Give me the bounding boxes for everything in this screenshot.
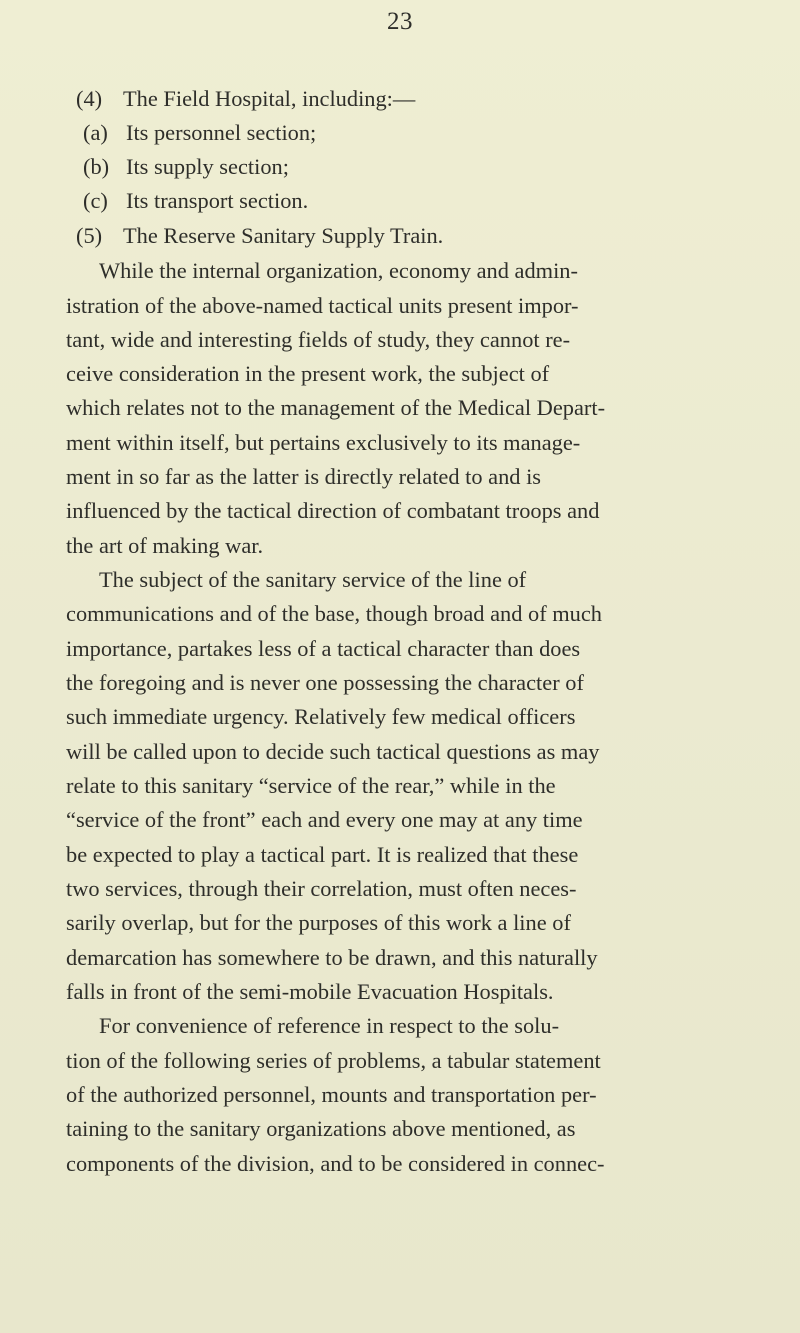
- list-item-number: (c): [83, 188, 108, 213]
- paragraph-line: The subject of the sanitary service of the line of: [99, 567, 527, 592]
- paragraph-line: the foregoing and is never one possessing the character of: [66, 670, 584, 695]
- paragraph-line: tant, wide and interesting fields of study, they cannot re-: [66, 327, 571, 352]
- list-item-number: (b): [83, 154, 110, 179]
- list-item-text: The Field Hospital, including:—: [123, 86, 416, 111]
- list-item: [76, 225, 443, 247]
- paragraph-line: falls in front of the semi-mobile Evacuation Hospitals.: [66, 979, 554, 1004]
- paragraph-line: components of the division, and to be considered in connec-: [66, 1151, 605, 1176]
- paragraph-line: taining to the sanitary organizations above mentioned, as: [66, 1116, 576, 1141]
- paragraph-line: ceive consideration in the present work, the subject of: [66, 361, 550, 386]
- paragraph-line: importance, partakes less of a tactical character than does: [66, 636, 581, 661]
- list-item-number: (4): [76, 86, 103, 111]
- paragraph-line: demarcation has somewhere to be drawn, and this naturally: [66, 945, 598, 970]
- paragraph-line: tion of the following series of problems, a tabular statement: [66, 1048, 601, 1073]
- paragraph-line: such immediate urgency. Relatively few medical officers: [66, 704, 576, 729]
- list-item-number: (a): [83, 120, 108, 145]
- paragraph-line: ment within itself, but pertains exclusively to its manage-: [66, 430, 581, 455]
- list-item-number: (5): [76, 223, 103, 248]
- list-item-text: The Reserve Sanitary Supply Train.: [123, 223, 444, 248]
- paragraph-line: “service of the front” each and every one may at any time: [66, 807, 583, 832]
- paragraph-line: istration of the above-named tactical units present impor-: [66, 293, 579, 318]
- list-item-text: Its transport section.: [126, 188, 309, 213]
- list-item: [83, 122, 316, 144]
- paragraph-line: influenced by the tactical direction of combatant troops and: [66, 498, 600, 523]
- list-item-text: Its supply section;: [126, 154, 289, 179]
- paragraph-line: relate to this sanitary “service of the rear,” while in the: [66, 773, 556, 798]
- paragraph-line: While the internal organization, economy and admin-: [99, 258, 578, 283]
- paragraph-line: be expected to play a tactical part. It is realized that these: [66, 842, 579, 867]
- paragraph-line: sarily overlap, but for the purposes of this work a line of: [66, 910, 571, 935]
- list-item: [83, 156, 289, 178]
- paragraph-line: will be called upon to decide such tactical questions as may: [66, 739, 600, 764]
- paragraph-line: For convenience of reference in respect to the solu-: [99, 1013, 560, 1038]
- paragraph-line: two services, through their correlation, must often neces-: [66, 876, 577, 901]
- list-item: [76, 88, 415, 110]
- page-number: 23: [387, 8, 413, 35]
- paragraph-line: of the authorized personnel, mounts and transportation per-: [66, 1082, 597, 1107]
- list-item: [83, 190, 308, 212]
- paragraph-line: communications and of the base, though broad and of much: [66, 601, 602, 626]
- paragraph-line: the art of making war.: [66, 533, 264, 558]
- list-item-text: Its personnel section;: [126, 120, 317, 145]
- paragraph-line: ment in so far as the latter is directly related to and is: [66, 464, 542, 489]
- paragraph-line: which relates not to the management of the Medical Depart-: [66, 395, 606, 420]
